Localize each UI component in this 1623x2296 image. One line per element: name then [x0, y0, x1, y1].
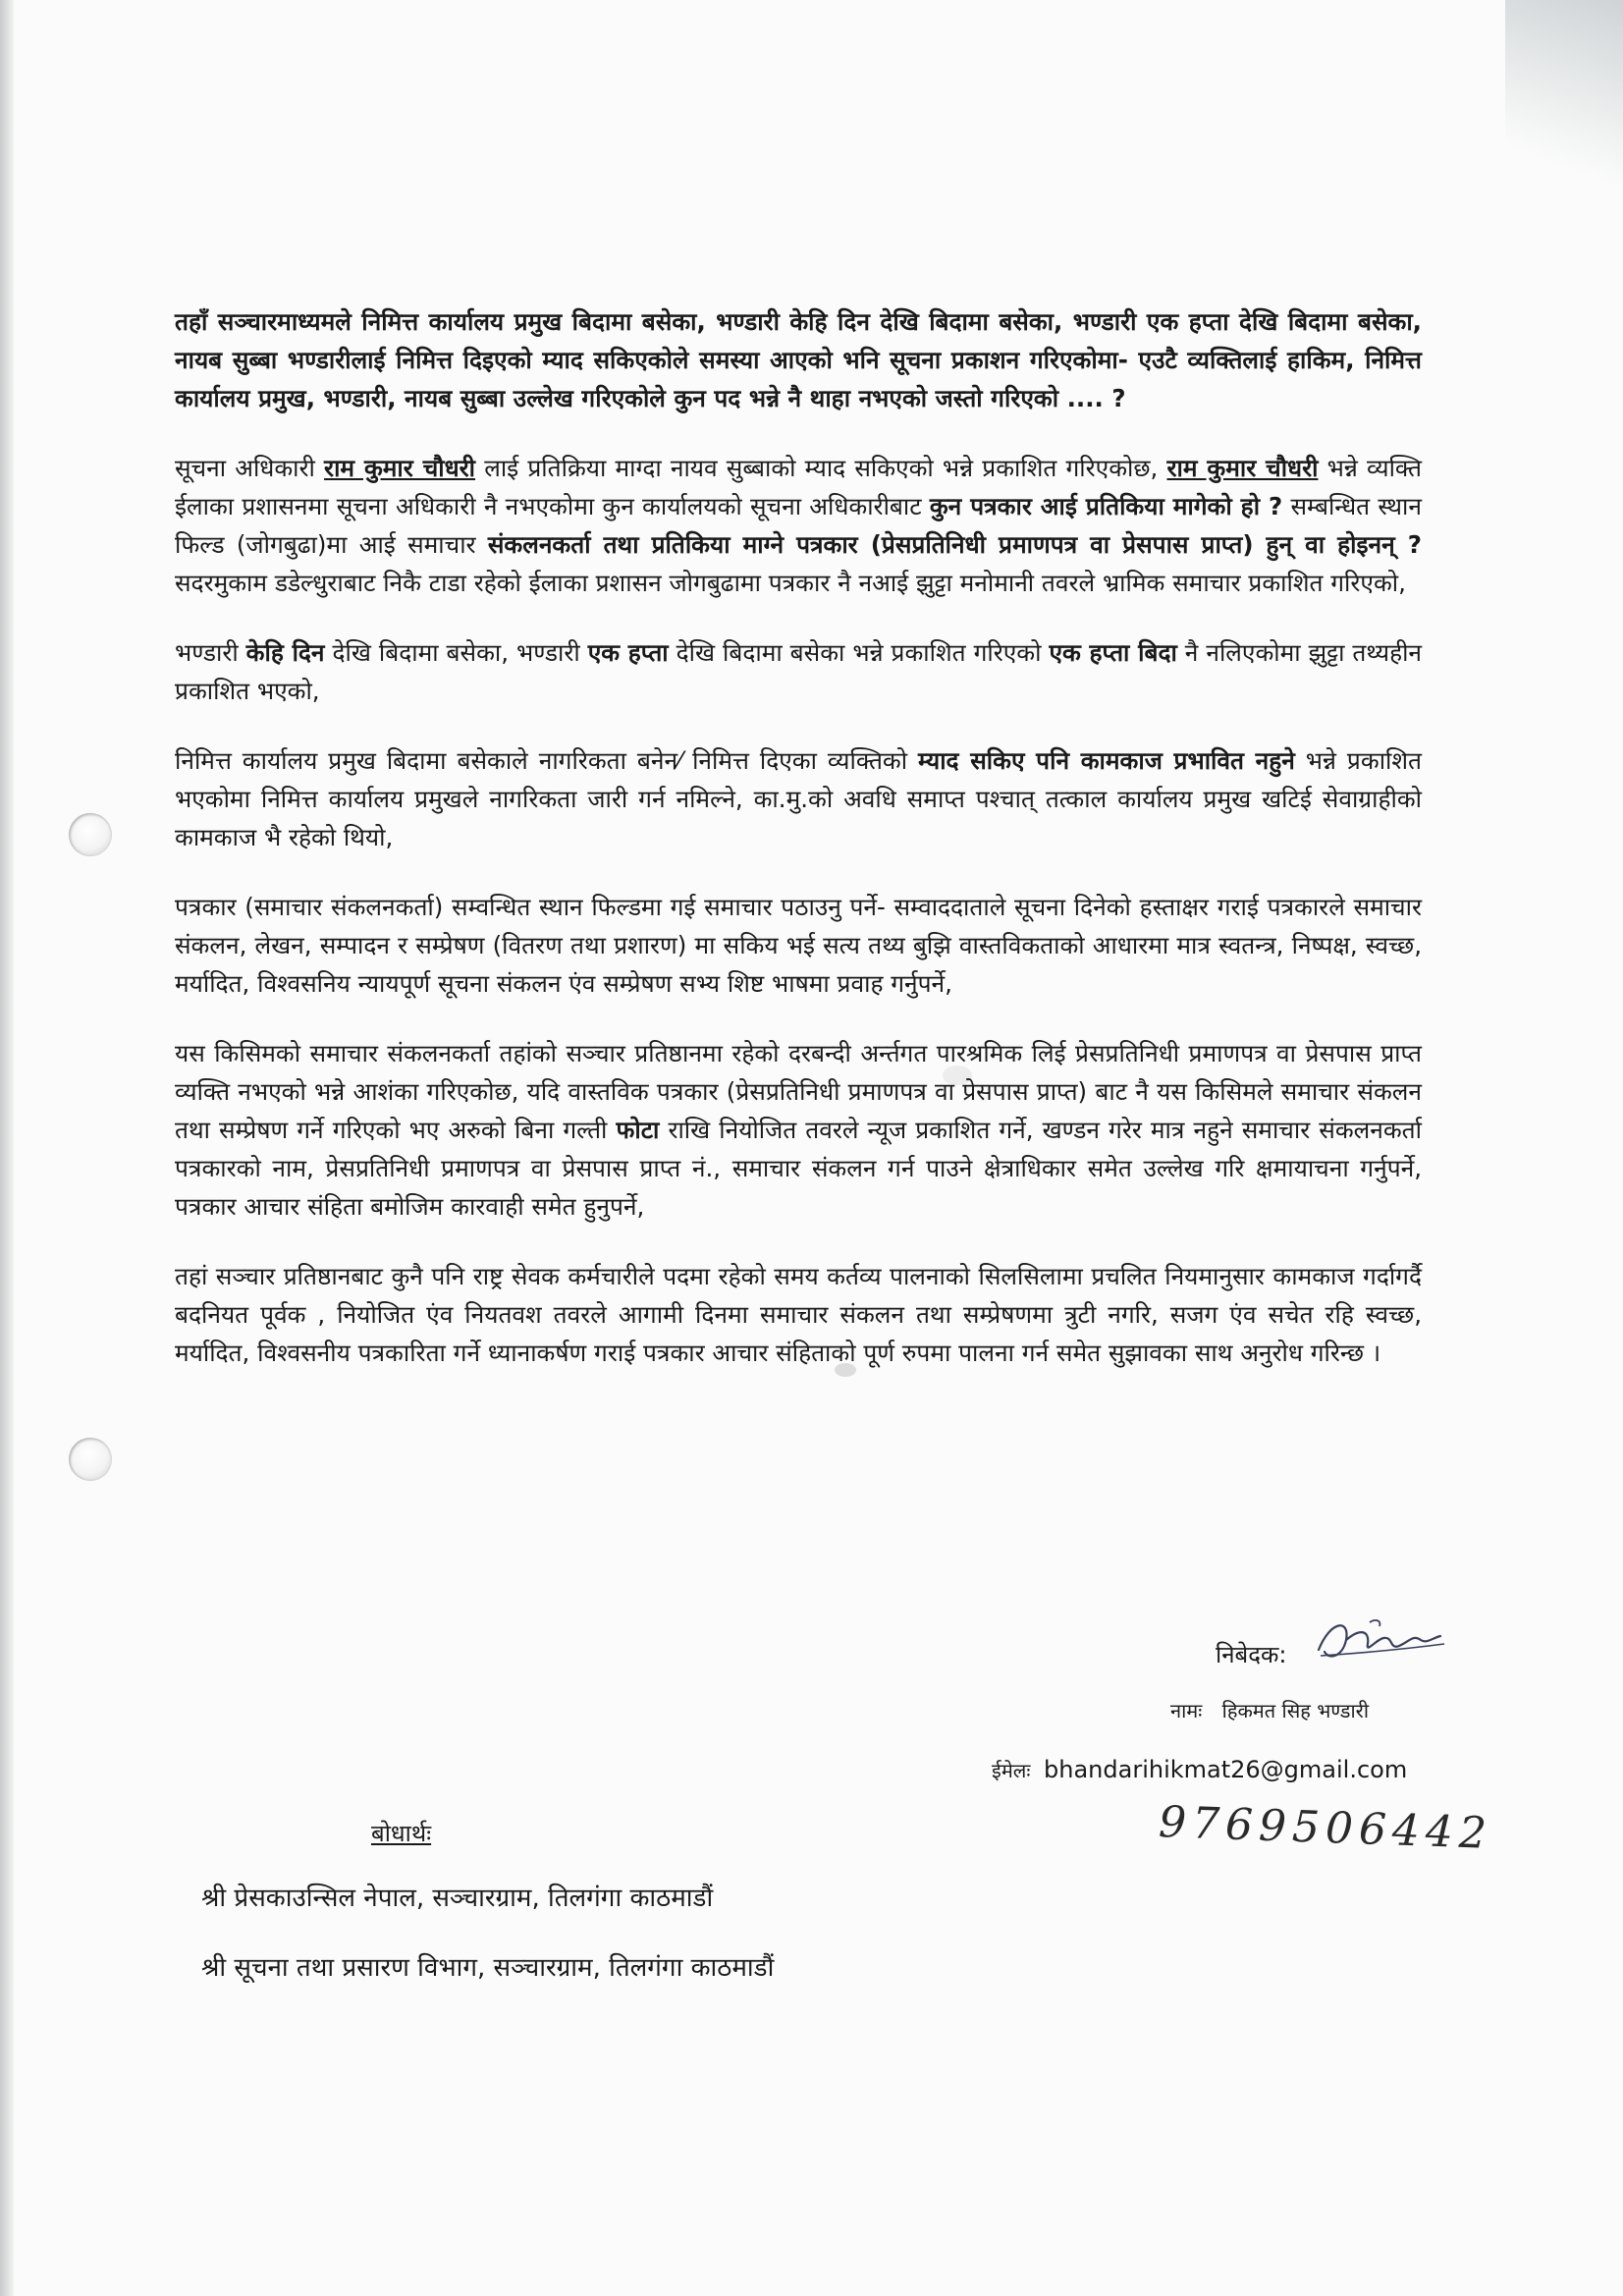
paragraph-3-emphasis: एक हप्ता	[587, 638, 669, 667]
paragraph-7-text: तहां सञ्चार प्रतिष्ठानबाट कुनै पनि राष्ट्र सेवक कर्मचारीले पदमा रहेको समय कर्तव्य पालनाको सिलसिलामा प्रचलित नियमानुसार कामकाज गर्दागर्दै बदनियत पूर्वक , नियोजित एंव नियतवश तवरले आगामी दिनमा समाचार संकलन तथा सम्प्रेषणमा त्रुटी नगरि, सजग एंव सचेत रहि स्वच्छ, मर्यादित, विश्वसनीय पत्रकारिता गर्ने ध्यानाकर्षण गराई पत्रकार आचार संहिताको पूर्ण रुपमा पालना गर्न समेत सुझावका साथ अनुरोध गरिन्छ ।	[175, 1262, 1422, 1367]
cc-recipient: श्री प्रेसकाउन्सिल नेपाल, सञ्चारग्राम, तिलगंगा काठमाडौं	[201, 1884, 714, 1913]
paragraph-2-seg: भन्ने व्यक्ति ईलाका प्रशासनमा सूचना अधिकारी नै नभएकोमा कुन कार्यालयको सूचना अधिकारीबाट	[175, 454, 1423, 520]
paragraph-3-emphasis: केहि दिन	[245, 638, 325, 667]
name-row	[1170, 1697, 1369, 1723]
page-left-shadow	[0, 0, 14, 2296]
paragraph-1	[175, 302, 1422, 417]
paragraph-5-text: पत्रकार (समाचार संकलनकर्ता) सम्वन्धित स्थान फिल्डमा गई समाचार पठाउनु पर्ने- सम्वाददाताले सूचना दिनेको हस्ताक्षर गराई पत्रकारले समाचार संकलन, लेखन, सम्पादन र सम्प्रेषण (वितरण तथा प्रशारण) मा सकिय भई सत्य तथ्य बुझि वास्तविकताको आधारमा मात्र स्वतन्त्र, निष्पक्ष, स्वच्छ, मर्यादित, विश्वसनिय न्यायपूर्ण सूचना संकलन एंव सम्प्रेषण सभ्य शिष्ट भाषमा प्रवाह गर्नुपर्ने,	[175, 893, 1422, 998]
paragraph-2-seg: लाई प्रतिक्रिया माग्दा नायव सुब्बाको म्याद सकिएको भन्ने प्रकाशित गरिएकोछ,	[475, 454, 1167, 482]
paragraph-7	[175, 1257, 1422, 1372]
punch-hole-upper	[69, 813, 112, 856]
paragraph-4-emphasis: म्याद सकिए पनि कामकाज प्रभावित नहुने	[918, 746, 1295, 775]
page-corner-curl	[1505, 0, 1623, 226]
name-label: नामः	[1170, 1699, 1203, 1722]
email-label: ईमेलः	[992, 1759, 1031, 1782]
handwritten-phone-number: 9769506442	[1158, 1797, 1493, 1859]
paragraph-2-question: संकलनकर्ता तथा प्रतिकिया माग्ने पत्रकार (प्रेसप्रतिनिधी प्रमाणपत्र वा प्रेसपास प्राप्त) हुन् वा होइनन् ?	[487, 530, 1422, 559]
paragraph-6-seg: राखि नियोजित तवरले न्यूज प्रकाशित गर्ने, खण्डन गरेर मात्र नहुने समाचार संकलनकर्ता पत्रकारको नाम, प्रेसप्रतिनिधी प्रमाणपत्र वा प्रेसपास प्राप्त नं., समाचार संकलन गर्न पाउने क्षेत्राधिकार समेत उल्लेख गरि क्षमायाचना गर्नुपर्ने, पत्रकार आचार संहिता बमोजिम कारवाही समेत हुनुपर्ने,	[175, 1116, 1422, 1221]
email-row	[992, 1756, 1407, 1783]
paragraph-4-seg: निमित्त कार्यालय प्रमुख बिदामा बसेकाले नागरिकता बनेन⁄ निमित्त दिएका व्यक्तिको	[175, 746, 919, 775]
paragraph-3-seg: देखि बिदामा बसेका भन्ने प्रकाशित गरिएको	[668, 638, 1050, 667]
punch-hole-lower	[69, 1438, 112, 1481]
paragraph-2-seg: सम्बन्धित स्थान फिल्ड (जोगबुढा)मा आई समाचार	[175, 492, 1422, 559]
paragraph-6-emphasis: फोटा	[616, 1116, 660, 1144]
submitter-row	[1216, 1638, 1287, 1670]
paragraph-2-seg: सदरमुकाम डडेल्धुराबाट निकै टाडा रहेको ईलाका प्रशासन जोगबुढामा पत्रकार नै नआई झुट्टा मनोमानी तवरले भ्रामिक समाचार प्रकाशित गरिएको,	[175, 569, 1406, 597]
email-address: bhandarihikmat26@gmail.com	[1044, 1756, 1408, 1783]
paragraph-4-seg: भन्ने प्रकाशित भएकोमा निमित्त कार्यालय प्रमुखले नागरिकता जारी गर्न नमिल्ने, का.मु.को अवधि समाप्त पश्चात् तत्काल कार्यालय प्रमुख खटिई सेवाग्राहीको कामकाज भै रहेको थियो,	[175, 746, 1423, 851]
paragraph-3-seg: नै नलिएकोमा झुट्टा तथ्यहीन प्रकाशित भएको,	[175, 638, 1423, 705]
letter-body	[175, 302, 1422, 1372]
paragraph-6	[175, 1034, 1422, 1226]
paragraph-1-text: तहाँ सञ्चारमाध्यमले निमित्त कार्यालय प्रमुख बिदामा बसेका, भण्डारी केहि दिन देखि बिदामा बसेका, भण्डारी एक हप्ता देखि बिदामा बसेका, नायब सुब्बा भण्डारीलाई निमित्त दिइएको म्याद सकिएकोले समस्या आएको भनि सूचना प्रकाशन गरिएकोमा- एउटै व्यक्तिलाई हाकिम, निमित्त कार्यालय प्रमुख, भण्डारी, नायब सुब्बा उल्लेख गरिएकोले कुन पद भन्ने नै थाहा नभएको जस्तो गरिएको .... ?	[175, 307, 1422, 412]
paragraph-2	[175, 449, 1422, 602]
paragraph-5	[175, 888, 1422, 1003]
handwritten-signature	[1311, 1611, 1448, 1669]
cc-label: बोधार्थः	[371, 1820, 432, 1847]
paragraph-3-emphasis: एक हप्ता बिदा	[1049, 638, 1177, 667]
paragraph-2-seg: सूचना अधिकारी	[175, 454, 325, 482]
paragraph-3-seg: भण्डारी	[175, 638, 246, 667]
paragraph-2-question: कुन पत्रकार आई प्रतिकिया मागेको हो ?	[929, 492, 1283, 520]
submitter-label: निबेदक:	[1216, 1641, 1287, 1668]
officer-name: राम कुमार चौधरी	[324, 454, 476, 482]
cc-recipient: श्री सूचना तथा प्रसारण विभाग, सञ्चारग्राम, तिलगंगा काठमाडौं	[201, 1953, 775, 1983]
paragraph-4	[175, 741, 1422, 856]
submitter-name: हिकमत सिह भण्डारी	[1221, 1699, 1369, 1722]
paragraph-6-seg: यस किसिमको समाचार संकलनकर्ता तहांको सञ्चार प्रतिष्ठानमा रहेको दरबन्दी अर्न्तगत पारश्रमिक लिई प्रेसप्रतिनिधी प्रमाणपत्र वा प्रेसपास प्राप्त व्यक्ति नभएको भन्ने आशंका गरिएकोछ, यदि वास्तविक पत्रकार (प्रेसप्रतिनिधी प्रमाणपत्र वा प्रेसपास प्राप्त) बाट नै यस किसिमले समाचार संकलन तथा सम्प्रेषण गर्ने गरिएको भए अरुको बिना गल्ती	[175, 1039, 1422, 1144]
officer-name: राम कुमार चौधरी	[1166, 454, 1319, 482]
paragraph-3-seg: देखि बिदामा बसेका, भण्डारी	[324, 638, 588, 667]
paragraph-3	[175, 633, 1422, 710]
